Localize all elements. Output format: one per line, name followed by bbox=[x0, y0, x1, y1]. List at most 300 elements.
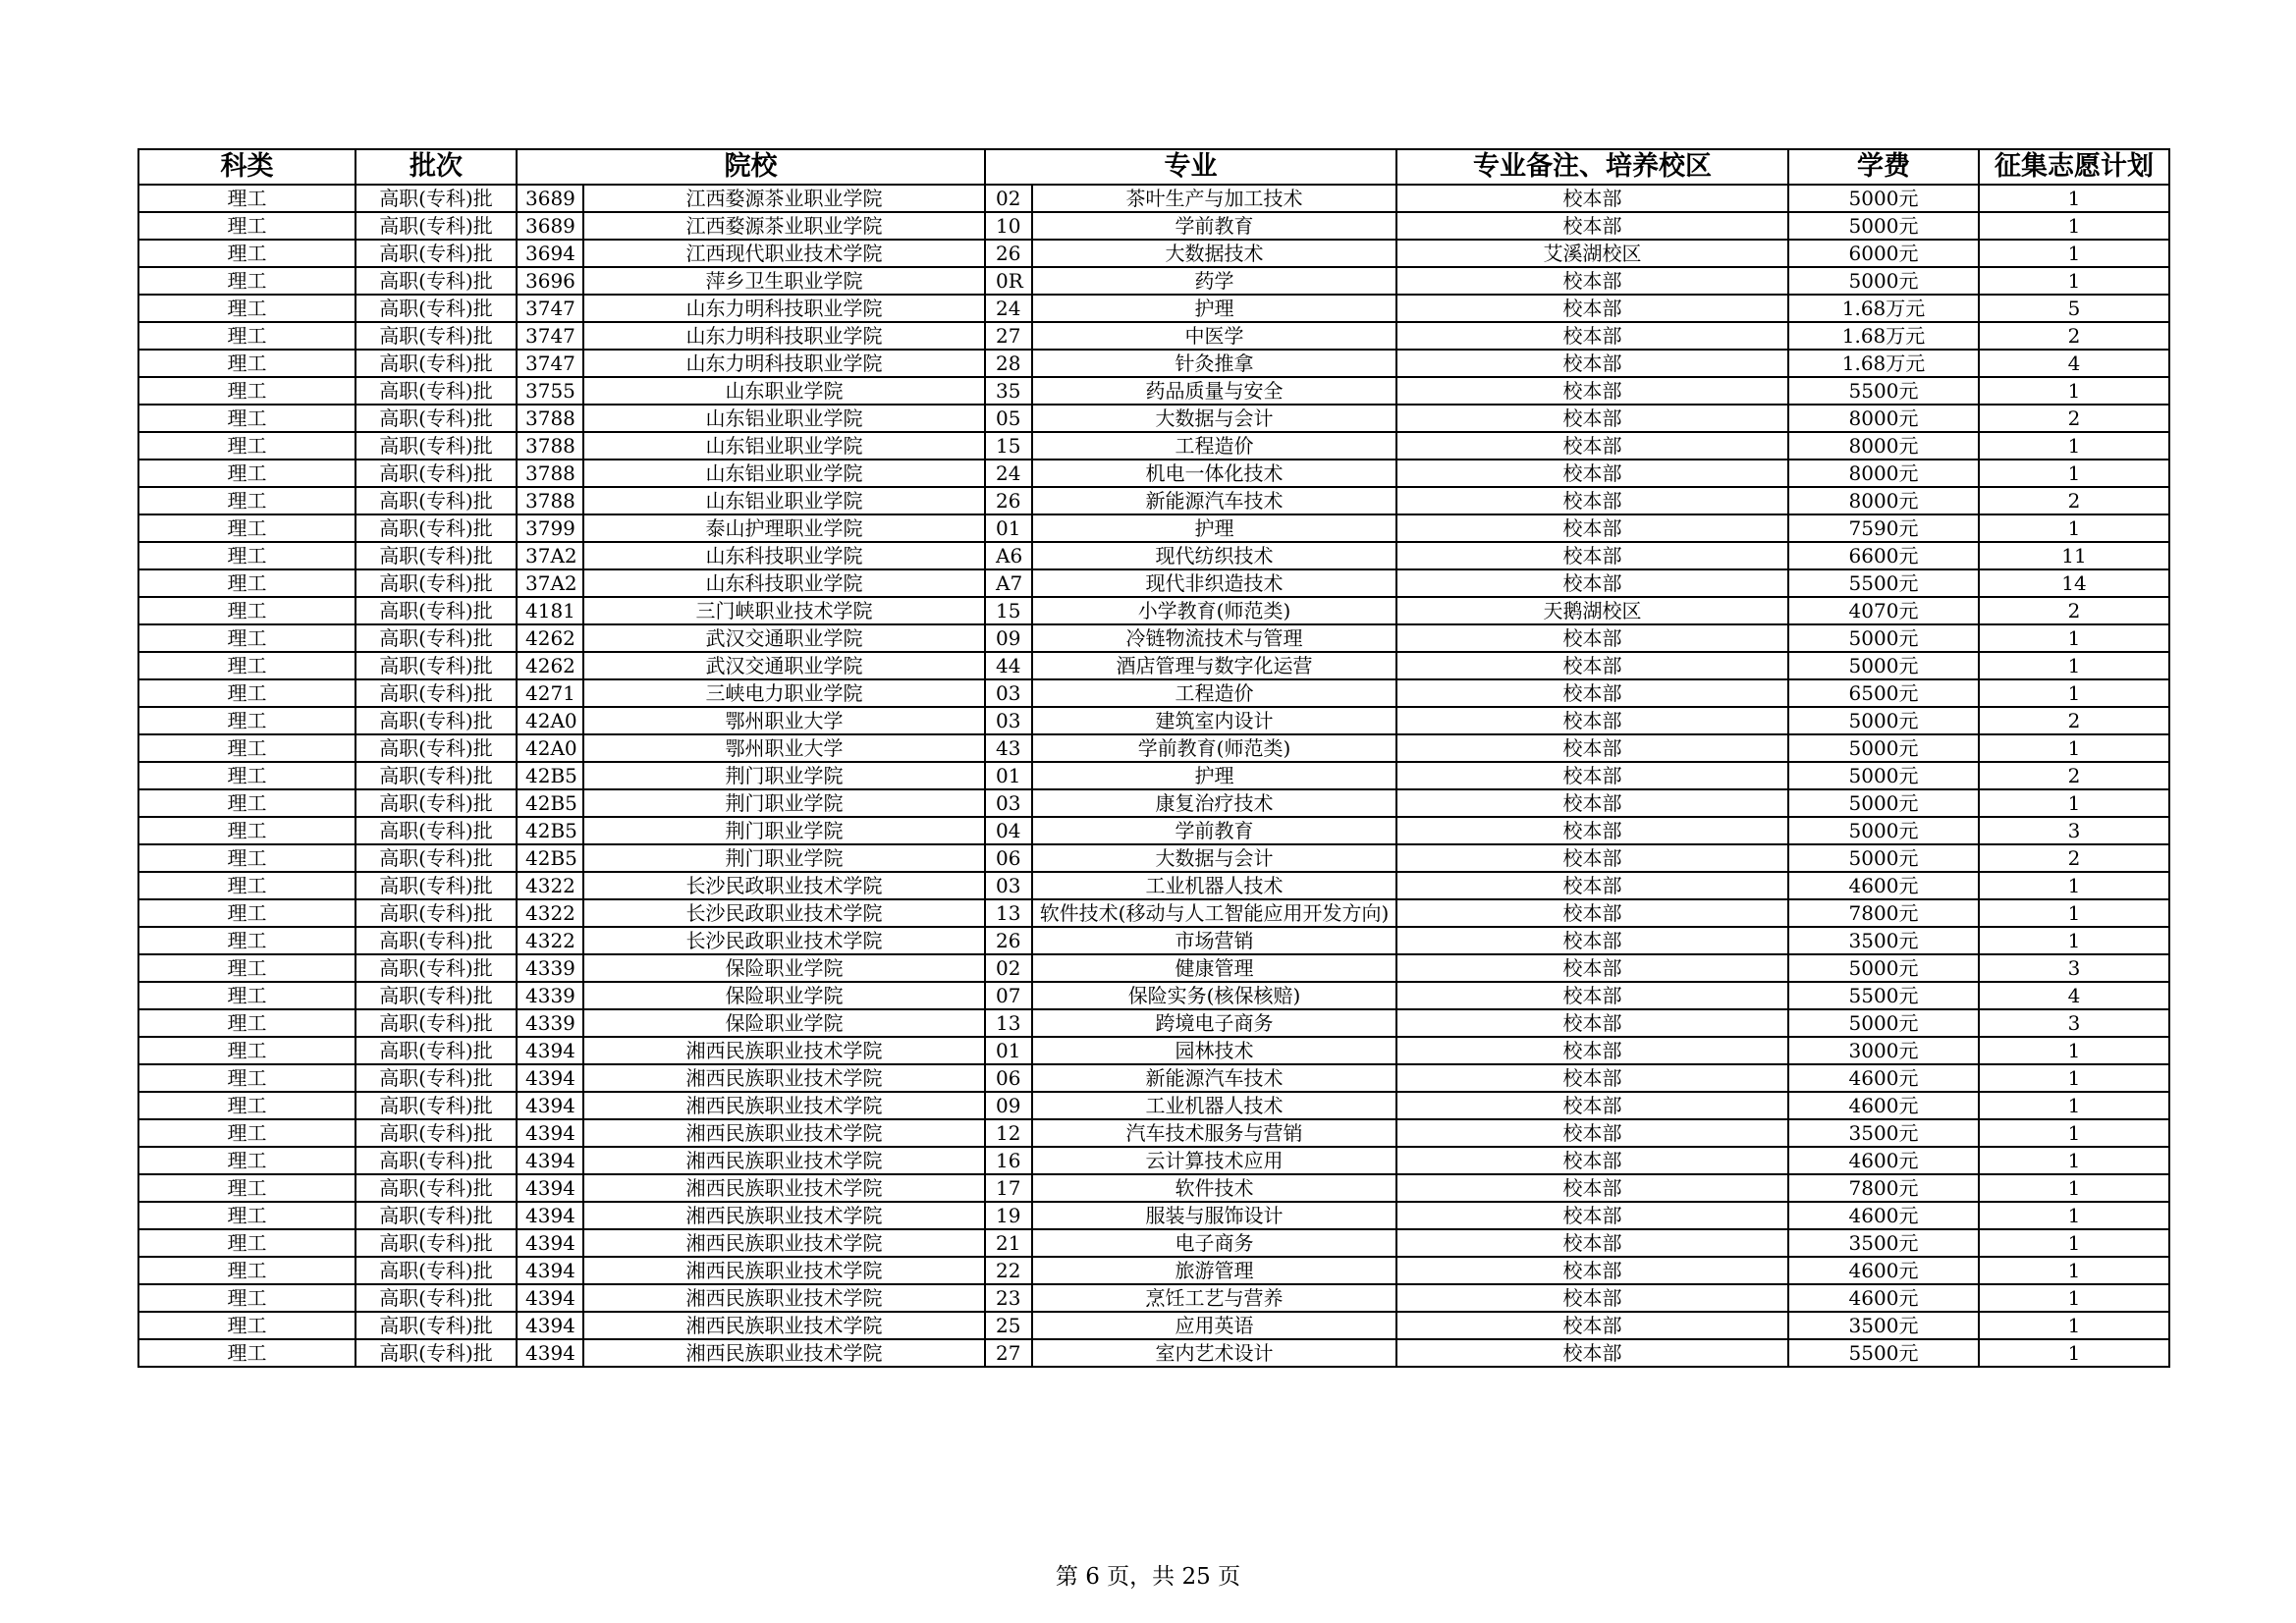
school-code-cell: 4271 bbox=[517, 679, 583, 707]
school-name-cell: 荆门职业学院 bbox=[583, 762, 985, 789]
category-cell: 理工 bbox=[138, 1257, 355, 1284]
major-code-cell: 27 bbox=[985, 1339, 1032, 1367]
batch-cell: 高职(专科)批 bbox=[355, 432, 517, 460]
school-name-cell: 山东铝业职业学院 bbox=[583, 460, 985, 487]
table-row bbox=[138, 322, 2169, 350]
major-code-cell: 35 bbox=[985, 377, 1032, 405]
major-name-cell: 茶叶生产与加工技术 bbox=[1032, 185, 1396, 212]
category-cell: 理工 bbox=[138, 267, 355, 295]
remarks-cell: 校本部 bbox=[1396, 405, 1788, 432]
major-name-cell: 跨境电子商务 bbox=[1032, 1009, 1396, 1037]
school-name-cell: 鄂州职业大学 bbox=[583, 734, 985, 762]
major-name-cell: 新能源汽车技术 bbox=[1032, 1064, 1396, 1092]
plan-cell: 2 bbox=[1979, 762, 2169, 789]
table-row bbox=[138, 185, 2169, 212]
major-name-cell: 园林技术 bbox=[1032, 1037, 1396, 1064]
major-code-cell: 03 bbox=[985, 789, 1032, 817]
remarks-cell: 校本部 bbox=[1396, 487, 1788, 514]
category-cell: 理工 bbox=[138, 844, 355, 872]
category-cell: 理工 bbox=[138, 1147, 355, 1174]
school-code-cell: 4322 bbox=[517, 899, 583, 927]
plan-cell: 1 bbox=[1979, 1339, 2169, 1367]
batch-cell: 高职(专科)批 bbox=[355, 460, 517, 487]
remarks-cell: 校本部 bbox=[1396, 1092, 1788, 1119]
tuition-cell: 1.68万元 bbox=[1788, 295, 1979, 322]
major-code-cell: 06 bbox=[985, 844, 1032, 872]
category-cell: 理工 bbox=[138, 1064, 355, 1092]
tuition-cell: 5000元 bbox=[1788, 789, 1979, 817]
plan-cell: 1 bbox=[1979, 1284, 2169, 1312]
header-batch: 批次 bbox=[355, 149, 517, 185]
major-code-cell: 04 bbox=[985, 817, 1032, 844]
plan-cell: 2 bbox=[1979, 707, 2169, 734]
plan-cell: 1 bbox=[1979, 1064, 2169, 1092]
school-code-cell: 42B5 bbox=[517, 789, 583, 817]
school-code-cell: 42B5 bbox=[517, 844, 583, 872]
plan-cell: 1 bbox=[1979, 460, 2169, 487]
remarks-cell: 校本部 bbox=[1396, 1284, 1788, 1312]
major-name-cell: 护理 bbox=[1032, 762, 1396, 789]
batch-cell: 高职(专科)批 bbox=[355, 1284, 517, 1312]
remarks-cell: 校本部 bbox=[1396, 899, 1788, 927]
category-cell: 理工 bbox=[138, 1119, 355, 1147]
batch-cell: 高职(专科)批 bbox=[355, 514, 517, 542]
table-row bbox=[138, 679, 2169, 707]
category-cell: 理工 bbox=[138, 1312, 355, 1339]
plan-cell: 1 bbox=[1979, 734, 2169, 762]
table-row bbox=[138, 817, 2169, 844]
major-code-cell: 26 bbox=[985, 927, 1032, 954]
tuition-cell: 6600元 bbox=[1788, 542, 1979, 569]
table-row bbox=[138, 1009, 2169, 1037]
category-cell: 理工 bbox=[138, 1037, 355, 1064]
table-row bbox=[138, 377, 2169, 405]
batch-cell: 高职(专科)批 bbox=[355, 1202, 517, 1229]
major-code-cell: 03 bbox=[985, 872, 1032, 899]
remarks-cell: 校本部 bbox=[1396, 1174, 1788, 1202]
tuition-cell: 4600元 bbox=[1788, 1147, 1979, 1174]
category-cell: 理工 bbox=[138, 569, 355, 597]
table-row bbox=[138, 899, 2169, 927]
batch-cell: 高职(专科)批 bbox=[355, 789, 517, 817]
plan-cell: 14 bbox=[1979, 569, 2169, 597]
school-name-cell: 三门峡职业技术学院 bbox=[583, 597, 985, 624]
plan-cell: 3 bbox=[1979, 954, 2169, 982]
category-cell: 理工 bbox=[138, 1092, 355, 1119]
school-name-cell: 湘西民族职业技术学院 bbox=[583, 1064, 985, 1092]
category-cell: 理工 bbox=[138, 240, 355, 267]
major-name-cell: 学前教育(师范类) bbox=[1032, 734, 1396, 762]
major-code-cell: 27 bbox=[985, 322, 1032, 350]
table-row bbox=[138, 295, 2169, 322]
category-cell: 理工 bbox=[138, 1339, 355, 1367]
category-cell: 理工 bbox=[138, 872, 355, 899]
remarks-cell: 校本部 bbox=[1396, 1037, 1788, 1064]
school-name-cell: 湘西民族职业技术学院 bbox=[583, 1037, 985, 1064]
school-name-cell: 山东职业学院 bbox=[583, 377, 985, 405]
tuition-cell: 5500元 bbox=[1788, 1339, 1979, 1367]
major-code-cell: 01 bbox=[985, 514, 1032, 542]
major-code-cell: 22 bbox=[985, 1257, 1032, 1284]
school-name-cell: 湘西民族职业技术学院 bbox=[583, 1147, 985, 1174]
school-code-cell: 42A0 bbox=[517, 734, 583, 762]
batch-cell: 高职(专科)批 bbox=[355, 1257, 517, 1284]
major-name-cell: 学前教育 bbox=[1032, 212, 1396, 240]
batch-cell: 高职(专科)批 bbox=[355, 405, 517, 432]
batch-cell: 高职(专科)批 bbox=[355, 597, 517, 624]
remarks-cell: 校本部 bbox=[1396, 982, 1788, 1009]
tuition-cell: 3500元 bbox=[1788, 927, 1979, 954]
school-code-cell: 3747 bbox=[517, 350, 583, 377]
school-code-cell: 4322 bbox=[517, 872, 583, 899]
major-name-cell: 市场营销 bbox=[1032, 927, 1396, 954]
remarks-cell: 校本部 bbox=[1396, 1312, 1788, 1339]
table-row bbox=[138, 514, 2169, 542]
category-cell: 理工 bbox=[138, 982, 355, 1009]
batch-cell: 高职(专科)批 bbox=[355, 817, 517, 844]
school-name-cell: 湘西民族职业技术学院 bbox=[583, 1229, 985, 1257]
major-code-cell: 43 bbox=[985, 734, 1032, 762]
school-code-cell: 37A2 bbox=[517, 542, 583, 569]
plan-cell: 4 bbox=[1979, 350, 2169, 377]
school-name-cell: 长沙民政职业技术学院 bbox=[583, 872, 985, 899]
table-row bbox=[138, 1312, 2169, 1339]
batch-cell: 高职(专科)批 bbox=[355, 322, 517, 350]
major-name-cell: 大数据与会计 bbox=[1032, 405, 1396, 432]
major-code-cell: 44 bbox=[985, 652, 1032, 679]
school-code-cell: 4394 bbox=[517, 1339, 583, 1367]
table-row bbox=[138, 1229, 2169, 1257]
major-name-cell: 药品质量与安全 bbox=[1032, 377, 1396, 405]
table-row bbox=[138, 844, 2169, 872]
table-row bbox=[138, 350, 2169, 377]
batch-cell: 高职(专科)批 bbox=[355, 1092, 517, 1119]
school-name-cell: 江西婺源茶业职业学院 bbox=[583, 185, 985, 212]
tuition-cell: 5000元 bbox=[1788, 652, 1979, 679]
major-code-cell: 24 bbox=[985, 295, 1032, 322]
category-cell: 理工 bbox=[138, 762, 355, 789]
table-row bbox=[138, 542, 2169, 569]
school-code-cell: 4394 bbox=[517, 1119, 583, 1147]
major-code-cell: 13 bbox=[985, 899, 1032, 927]
school-name-cell: 保险职业学院 bbox=[583, 954, 985, 982]
table-row bbox=[138, 1092, 2169, 1119]
batch-cell: 高职(专科)批 bbox=[355, 1037, 517, 1064]
remarks-cell: 校本部 bbox=[1396, 762, 1788, 789]
table-row bbox=[138, 460, 2169, 487]
major-name-cell: 工业机器人技术 bbox=[1032, 872, 1396, 899]
tuition-cell: 4070元 bbox=[1788, 597, 1979, 624]
school-name-cell: 江西婺源茶业职业学院 bbox=[583, 212, 985, 240]
remarks-cell: 校本部 bbox=[1396, 1147, 1788, 1174]
remarks-cell: 校本部 bbox=[1396, 569, 1788, 597]
plan-cell: 1 bbox=[1979, 1312, 2169, 1339]
school-name-cell: 湘西民族职业技术学院 bbox=[583, 1202, 985, 1229]
remarks-cell: 校本部 bbox=[1396, 295, 1788, 322]
batch-cell: 高职(专科)批 bbox=[355, 652, 517, 679]
tuition-cell: 1.68万元 bbox=[1788, 322, 1979, 350]
major-name-cell: 冷链物流技术与管理 bbox=[1032, 624, 1396, 652]
table-row bbox=[138, 240, 2169, 267]
school-name-cell: 江西现代职业技术学院 bbox=[583, 240, 985, 267]
batch-cell: 高职(专科)批 bbox=[355, 240, 517, 267]
category-cell: 理工 bbox=[138, 624, 355, 652]
category-cell: 理工 bbox=[138, 789, 355, 817]
batch-cell: 高职(专科)批 bbox=[355, 1229, 517, 1257]
table-row bbox=[138, 597, 2169, 624]
plan-cell: 1 bbox=[1979, 185, 2169, 212]
school-name-cell: 湘西民族职业技术学院 bbox=[583, 1284, 985, 1312]
major-name-cell: 护理 bbox=[1032, 295, 1396, 322]
header-category: 科类 bbox=[138, 149, 355, 185]
plan-cell: 1 bbox=[1979, 1174, 2169, 1202]
plan-cell: 4 bbox=[1979, 982, 2169, 1009]
major-code-cell: 25 bbox=[985, 1312, 1032, 1339]
plan-cell: 1 bbox=[1979, 240, 2169, 267]
tuition-cell: 5000元 bbox=[1788, 1009, 1979, 1037]
school-name-cell: 保险职业学院 bbox=[583, 982, 985, 1009]
header-plan: 征集志愿计划 bbox=[1979, 149, 2169, 185]
batch-cell: 高职(专科)批 bbox=[355, 899, 517, 927]
table-row bbox=[138, 405, 2169, 432]
plan-cell: 5 bbox=[1979, 295, 2169, 322]
remarks-cell: 校本部 bbox=[1396, 1202, 1788, 1229]
tuition-cell: 5500元 bbox=[1788, 569, 1979, 597]
category-cell: 理工 bbox=[138, 432, 355, 460]
category-cell: 理工 bbox=[138, 212, 355, 240]
tuition-cell: 5000元 bbox=[1788, 762, 1979, 789]
major-name-cell: 建筑室内设计 bbox=[1032, 707, 1396, 734]
school-name-cell: 山东力明科技职业学院 bbox=[583, 322, 985, 350]
tuition-cell: 5500元 bbox=[1788, 982, 1979, 1009]
plan-cell: 2 bbox=[1979, 322, 2169, 350]
category-cell: 理工 bbox=[138, 899, 355, 927]
batch-cell: 高职(专科)批 bbox=[355, 569, 517, 597]
plan-cell: 2 bbox=[1979, 844, 2169, 872]
batch-cell: 高职(专科)批 bbox=[355, 377, 517, 405]
plan-cell: 1 bbox=[1979, 652, 2169, 679]
table-row bbox=[138, 1257, 2169, 1284]
header-row bbox=[138, 149, 2169, 185]
batch-cell: 高职(专科)批 bbox=[355, 1312, 517, 1339]
major-name-cell: 旅游管理 bbox=[1032, 1257, 1396, 1284]
plan-cell: 1 bbox=[1979, 679, 2169, 707]
category-cell: 理工 bbox=[138, 597, 355, 624]
batch-cell: 高职(专科)批 bbox=[355, 1009, 517, 1037]
remarks-cell: 校本部 bbox=[1396, 460, 1788, 487]
school-code-cell: 4262 bbox=[517, 652, 583, 679]
remarks-cell: 校本部 bbox=[1396, 707, 1788, 734]
header-major: 专业 bbox=[985, 149, 1396, 185]
batch-cell: 高职(专科)批 bbox=[355, 295, 517, 322]
tuition-cell: 5000元 bbox=[1788, 844, 1979, 872]
batch-cell: 高职(专科)批 bbox=[355, 267, 517, 295]
major-code-cell: 0R bbox=[985, 267, 1032, 295]
school-code-cell: 4394 bbox=[517, 1174, 583, 1202]
plan-cell: 1 bbox=[1979, 377, 2169, 405]
major-name-cell: 电子商务 bbox=[1032, 1229, 1396, 1257]
table-row bbox=[138, 1037, 2169, 1064]
batch-cell: 高职(专科)批 bbox=[355, 734, 517, 762]
tuition-cell: 7800元 bbox=[1788, 1174, 1979, 1202]
remarks-cell: 校本部 bbox=[1396, 350, 1788, 377]
plan-cell: 11 bbox=[1979, 542, 2169, 569]
major-name-cell: 汽车技术服务与营销 bbox=[1032, 1119, 1396, 1147]
remarks-cell: 校本部 bbox=[1396, 1257, 1788, 1284]
remarks-cell: 校本部 bbox=[1396, 1339, 1788, 1367]
major-name-cell: 机电一体化技术 bbox=[1032, 460, 1396, 487]
category-cell: 理工 bbox=[138, 350, 355, 377]
page-footer: 第 6 页，共 25 页 bbox=[1055, 1564, 1241, 1590]
table-row bbox=[138, 734, 2169, 762]
tuition-cell: 5000元 bbox=[1788, 212, 1979, 240]
remarks-cell: 校本部 bbox=[1396, 322, 1788, 350]
table-row bbox=[138, 624, 2169, 652]
tuition-cell: 5000元 bbox=[1788, 954, 1979, 982]
batch-cell: 高职(专科)批 bbox=[355, 872, 517, 899]
school-name-cell: 湘西民族职业技术学院 bbox=[583, 1119, 985, 1147]
batch-cell: 高职(专科)批 bbox=[355, 212, 517, 240]
table-row bbox=[138, 652, 2169, 679]
major-code-cell: 15 bbox=[985, 597, 1032, 624]
major-name-cell: 新能源汽车技术 bbox=[1032, 487, 1396, 514]
table-row bbox=[138, 212, 2169, 240]
table-row bbox=[138, 1174, 2169, 1202]
remarks-cell: 校本部 bbox=[1396, 185, 1788, 212]
category-cell: 理工 bbox=[138, 185, 355, 212]
major-name-cell: 护理 bbox=[1032, 514, 1396, 542]
tuition-cell: 8000元 bbox=[1788, 487, 1979, 514]
admission-plan-table bbox=[137, 148, 2170, 1368]
remarks-cell: 校本部 bbox=[1396, 624, 1788, 652]
plan-cell: 1 bbox=[1979, 267, 2169, 295]
school-name-cell: 山东力明科技职业学院 bbox=[583, 350, 985, 377]
remarks-cell: 校本部 bbox=[1396, 927, 1788, 954]
category-cell: 理工 bbox=[138, 1229, 355, 1257]
remarks-cell: 校本部 bbox=[1396, 514, 1788, 542]
school-code-cell: 3788 bbox=[517, 460, 583, 487]
major-name-cell: 针灸推拿 bbox=[1032, 350, 1396, 377]
remarks-cell: 校本部 bbox=[1396, 1064, 1788, 1092]
major-code-cell: 07 bbox=[985, 982, 1032, 1009]
remarks-cell: 艾溪湖校区 bbox=[1396, 240, 1788, 267]
major-name-cell: 保险实务(核保核赔) bbox=[1032, 982, 1396, 1009]
tuition-cell: 5000元 bbox=[1788, 817, 1979, 844]
plan-cell: 3 bbox=[1979, 1009, 2169, 1037]
school-code-cell: 42A0 bbox=[517, 707, 583, 734]
major-name-cell: 学前教育 bbox=[1032, 817, 1396, 844]
school-name-cell: 湘西民族职业技术学院 bbox=[583, 1092, 985, 1119]
school-code-cell: 4394 bbox=[517, 1257, 583, 1284]
remarks-cell: 校本部 bbox=[1396, 872, 1788, 899]
category-cell: 理工 bbox=[138, 514, 355, 542]
plan-cell: 1 bbox=[1979, 789, 2169, 817]
school-code-cell: 3755 bbox=[517, 377, 583, 405]
school-code-cell: 4394 bbox=[517, 1312, 583, 1339]
plan-cell: 2 bbox=[1979, 597, 2169, 624]
major-name-cell: 烹饪工艺与营养 bbox=[1032, 1284, 1396, 1312]
tuition-cell: 3000元 bbox=[1788, 1037, 1979, 1064]
school-name-cell: 湘西民族职业技术学院 bbox=[583, 1257, 985, 1284]
plan-cell: 1 bbox=[1979, 624, 2169, 652]
remarks-cell: 校本部 bbox=[1396, 542, 1788, 569]
school-name-cell: 湘西民族职业技术学院 bbox=[583, 1174, 985, 1202]
category-cell: 理工 bbox=[138, 405, 355, 432]
major-code-cell: 06 bbox=[985, 1064, 1032, 1092]
school-code-cell: 4394 bbox=[517, 1092, 583, 1119]
plan-cell: 1 bbox=[1979, 1147, 2169, 1174]
category-cell: 理工 bbox=[138, 652, 355, 679]
category-cell: 理工 bbox=[138, 734, 355, 762]
tuition-cell: 8000元 bbox=[1788, 460, 1979, 487]
major-code-cell: 09 bbox=[985, 1092, 1032, 1119]
batch-cell: 高职(专科)批 bbox=[355, 844, 517, 872]
remarks-cell: 校本部 bbox=[1396, 377, 1788, 405]
school-code-cell: 4339 bbox=[517, 1009, 583, 1037]
school-code-cell: 4262 bbox=[517, 624, 583, 652]
school-name-cell: 鄂州职业大学 bbox=[583, 707, 985, 734]
school-name-cell: 山东铝业职业学院 bbox=[583, 487, 985, 514]
plan-cell: 1 bbox=[1979, 927, 2169, 954]
major-name-cell: 软件技术 bbox=[1032, 1174, 1396, 1202]
plan-cell: 3 bbox=[1979, 817, 2169, 844]
tuition-cell: 7590元 bbox=[1788, 514, 1979, 542]
category-cell: 理工 bbox=[138, 1284, 355, 1312]
major-name-cell: 应用英语 bbox=[1032, 1312, 1396, 1339]
school-code-cell: 3747 bbox=[517, 322, 583, 350]
tuition-cell: 1.68万元 bbox=[1788, 350, 1979, 377]
table-row bbox=[138, 762, 2169, 789]
table-row bbox=[138, 569, 2169, 597]
remarks-cell: 校本部 bbox=[1396, 1009, 1788, 1037]
table-row bbox=[138, 1339, 2169, 1367]
batch-cell: 高职(专科)批 bbox=[355, 762, 517, 789]
plan-cell: 1 bbox=[1979, 1202, 2169, 1229]
remarks-cell: 校本部 bbox=[1396, 432, 1788, 460]
batch-cell: 高职(专科)批 bbox=[355, 679, 517, 707]
remarks-cell: 校本部 bbox=[1396, 817, 1788, 844]
category-cell: 理工 bbox=[138, 460, 355, 487]
major-name-cell: 中医学 bbox=[1032, 322, 1396, 350]
plan-cell: 1 bbox=[1979, 1037, 2169, 1064]
major-name-cell: 健康管理 bbox=[1032, 954, 1396, 982]
tuition-cell: 4600元 bbox=[1788, 1257, 1979, 1284]
major-code-cell: 16 bbox=[985, 1147, 1032, 1174]
major-code-cell: 21 bbox=[985, 1229, 1032, 1257]
tuition-cell: 5500元 bbox=[1788, 377, 1979, 405]
category-cell: 理工 bbox=[138, 707, 355, 734]
school-name-cell: 山东力明科技职业学院 bbox=[583, 295, 985, 322]
plan-cell: 1 bbox=[1979, 1257, 2169, 1284]
major-name-cell: 工程造价 bbox=[1032, 432, 1396, 460]
plan-cell: 1 bbox=[1979, 432, 2169, 460]
school-name-cell: 萍乡卫生职业学院 bbox=[583, 267, 985, 295]
category-cell: 理工 bbox=[138, 1009, 355, 1037]
school-code-cell: 4394 bbox=[517, 1037, 583, 1064]
remarks-cell: 校本部 bbox=[1396, 844, 1788, 872]
major-name-cell: 大数据技术 bbox=[1032, 240, 1396, 267]
remarks-cell: 校本部 bbox=[1396, 1229, 1788, 1257]
tuition-cell: 5000元 bbox=[1788, 734, 1979, 762]
plan-cell: 1 bbox=[1979, 872, 2169, 899]
category-cell: 理工 bbox=[138, 817, 355, 844]
school-code-cell: 42B5 bbox=[517, 817, 583, 844]
category-cell: 理工 bbox=[138, 487, 355, 514]
major-code-cell: 01 bbox=[985, 762, 1032, 789]
table-row bbox=[138, 789, 2169, 817]
school-code-cell: 4322 bbox=[517, 927, 583, 954]
school-name-cell: 山东铝业职业学院 bbox=[583, 432, 985, 460]
